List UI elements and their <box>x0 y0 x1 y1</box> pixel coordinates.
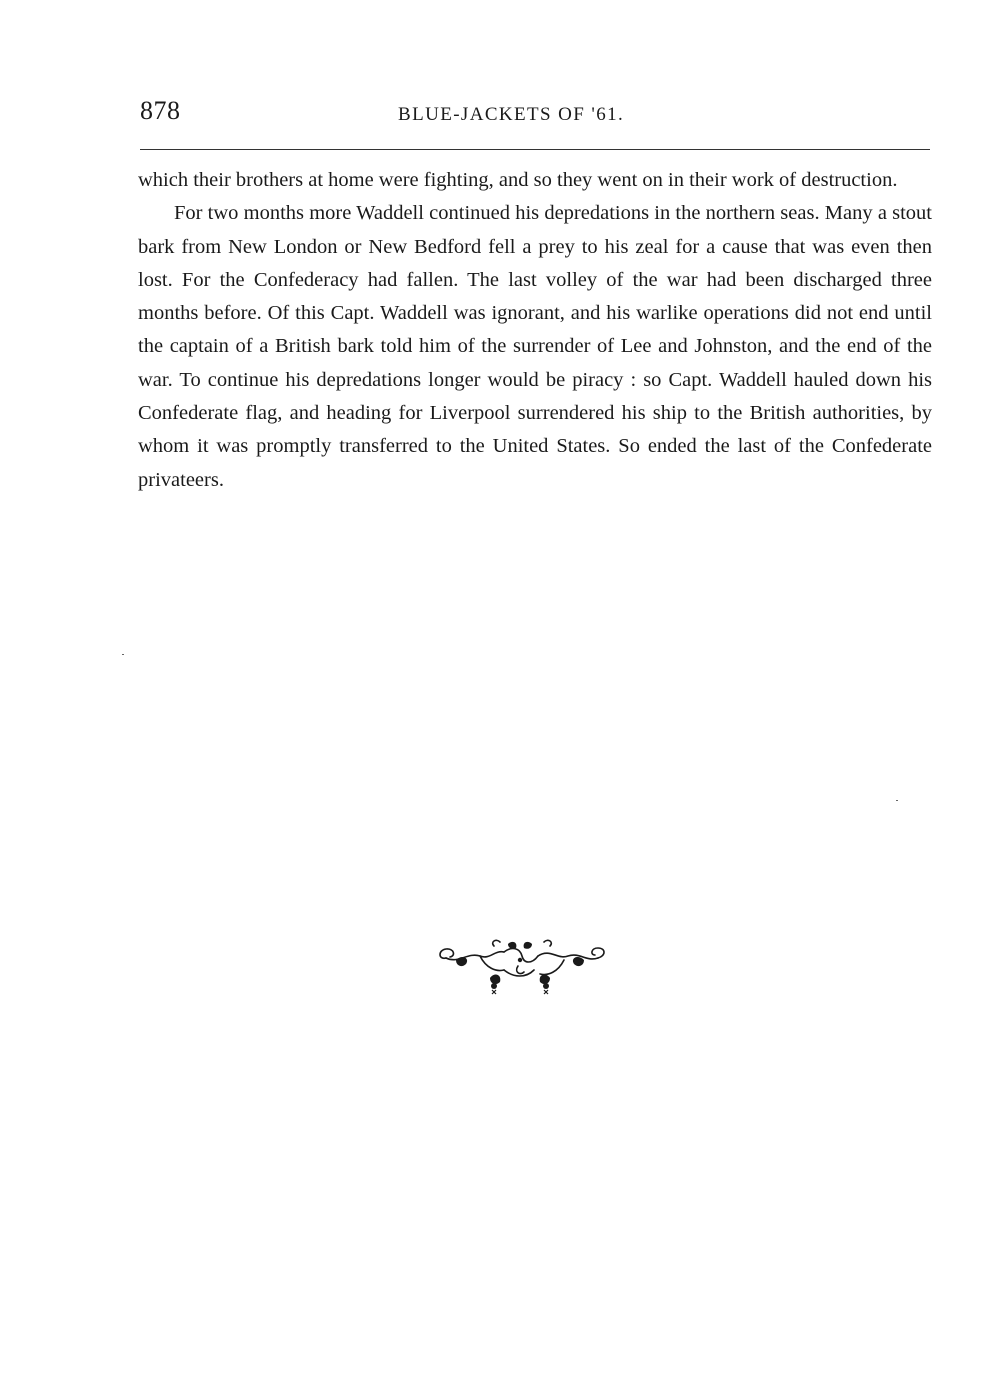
paragraph-continuation: which their brothers at home were fighting, and so they went on in their work of destruction. <box>138 169 898 191</box>
stray-mark <box>122 654 124 655</box>
paragraph: For two months more Waddell continued his depredations in the northern seas. Many a stout bark from New London or New Bedford fell a prey to his zeal for a cause that was even then lost. For the Confederacy had fallen. The last volley of the war had been discharged three months before. Of this Capt. Waddell was ignorant, and his warlike operations did not end until the captain of a British bark told him of the surrender of Lee and Johnston, and the end of the war. To continue his depredations longer would be piracy : so Capt. Waddell hauled down his Confederate flag, and heading for Liverpool surrendered his ship to the British authorities, by whom it was promptly transferred to the United States. So ended the last of the Confederate privateers. <box>138 202 932 491</box>
running-head: BLUE-JACKETS OF '61. <box>398 104 625 125</box>
body-text <box>138 164 932 497</box>
header-rule <box>140 149 930 150</box>
stray-mark <box>896 800 898 801</box>
page-number: 878 <box>140 96 181 125</box>
floral-vine-ornament-icon <box>434 938 610 998</box>
